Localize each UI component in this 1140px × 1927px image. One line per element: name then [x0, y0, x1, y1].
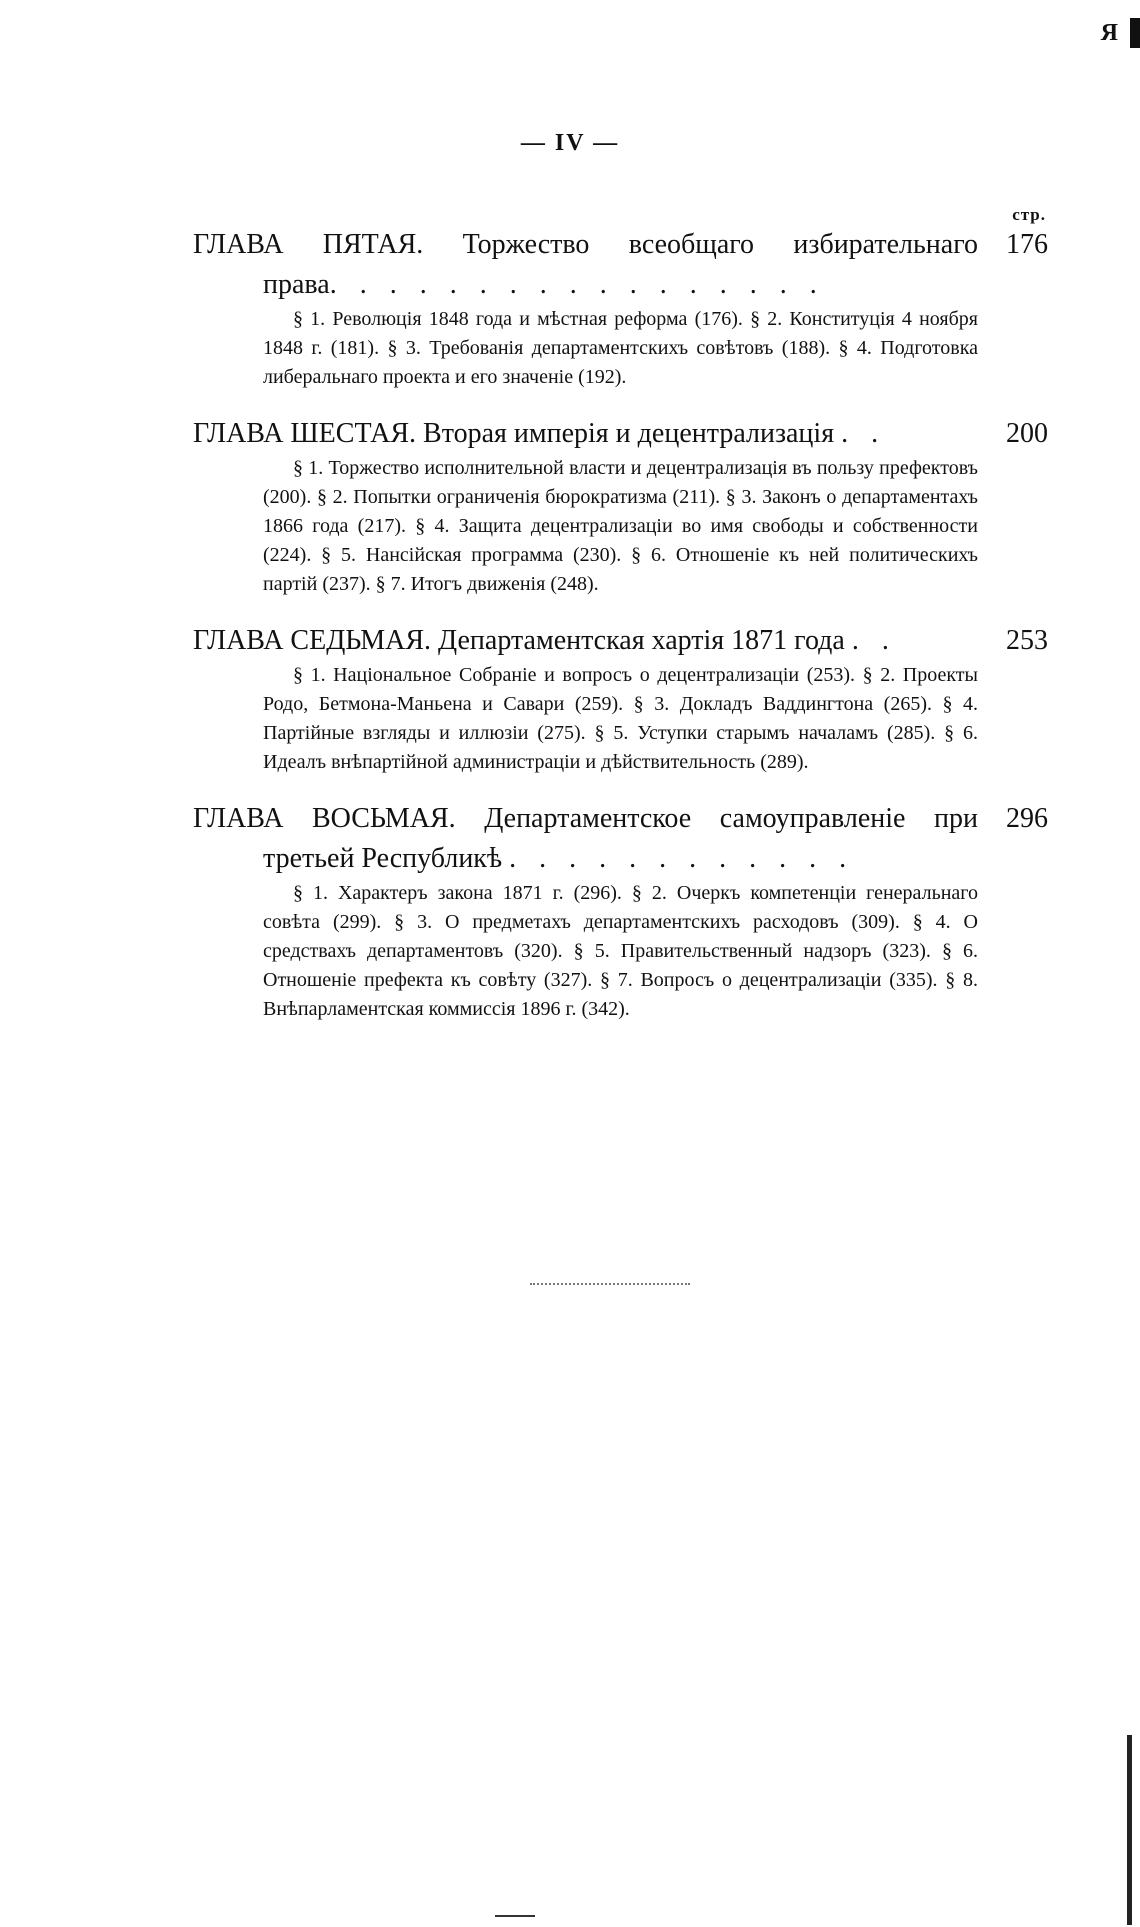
page-number-header: — IV — — [520, 130, 620, 156]
chapter-title-text: ГЛАВА ШЕСТАЯ. Вторая имперія и децентрализація — [193, 418, 835, 449]
chapter-title-row — [193, 225, 1048, 305]
page-edge-mark — [1130, 18, 1140, 48]
chapter-entry — [193, 621, 1048, 777]
leader-dots: . . . . . . . . . . . . — [509, 843, 855, 874]
chapter-title — [193, 414, 978, 454]
chapter-title — [193, 225, 978, 305]
leader-dots: . . — [851, 625, 897, 656]
chapter-sections: § 1. Національное Собраніе и вопросъ о децентрализаціи (253). § 2. Проекты Родо, Бетмона-Маньена и Савари (259). § 3. Докладъ Ваддингтона (265). § 4. Партійные взгляды и иллюзіи (275). § 5. Уступки старымъ началамъ (285). § 6. Идеалъ внѣпартійной администраціи и дѣйствительность (289). — [263, 664, 978, 773]
chapter-entry — [193, 799, 1048, 1024]
chapter-page-number: 253 — [1006, 625, 1048, 656]
chapter-page-number: 296 — [1006, 803, 1048, 834]
decorative-rule — [530, 1283, 690, 1285]
scan-edge-strip — [1127, 1735, 1132, 1925]
chapter-title-row — [193, 414, 1048, 454]
chapter-page-number: 176 — [1006, 229, 1048, 260]
table-of-contents — [193, 225, 1048, 1046]
page-edge-glyph: Я — [1100, 20, 1118, 46]
chapter-sections: § 1. Характеръ закона 1871 г. (296). § 2. Очеркъ компетенціи генеральнаго совѣта (299). § 3. О предметахъ департаментскихъ расходовъ (309). § 4. О средствахъ департаментовъ (320). § 5. Правительственный надзоръ (323). § 6. Отношеніе префекта къ совѣту (327). § 7. Вопросъ о децентрализаціи (335). § 8. Внѣпарламентская коммиссія 1896 г. (342). — [263, 882, 978, 1020]
chapter-title — [193, 621, 978, 661]
chapter-title-row — [193, 799, 1048, 879]
page-column-label: стр. — [1012, 205, 1046, 224]
chapter-title-text: ГЛАВА СЕДЬМАЯ. Департаментская хартія 1871 года — [193, 625, 845, 656]
chapter-title — [193, 799, 978, 879]
chapter-sections: § 1. Революція 1848 года и мѣстная реформа (176). § 2. Конституція 4 ноября 1848 г. (181). § 3. Требованія департаментскихъ совѣтовъ (188). § 4. Подготовка либеральнаго проекта и его значеніе (192). — [263, 308, 978, 388]
leader-dots: . . — [841, 418, 887, 449]
chapter-page-number: 200 — [1006, 418, 1048, 449]
chapter-title-text: ГЛАВА ПЯТАЯ. Торжество всеобщаго избирательнаго права — [193, 229, 978, 300]
chapter-entry — [193, 414, 1048, 599]
chapter-title-row — [193, 621, 1048, 661]
chapter-entry — [193, 225, 1048, 392]
leader-dots: . . . . . . . . . . . . . . . . . — [329, 269, 825, 300]
bottom-rule — [495, 1915, 535, 1917]
chapter-sections: § 1. Торжество исполнительной власти и децентрализація въ пользу префектовъ (200). § 2. Попытки ограниченія бюрократизма (211). § 3. Законъ о департаментахъ 1866 года (217). § 4. Защита децентрализаціи во имя свободы и собственности (224). § 5. Нансійская программа (230). § 6. Отношеніе къ ней политическихъ партій (237). § 7. Итогъ движенія (248). — [263, 457, 978, 595]
chapter-title-text: ГЛАВА ВОСЬМАЯ. Департаментское самоуправленіе при третьей Республикѣ — [193, 803, 978, 874]
